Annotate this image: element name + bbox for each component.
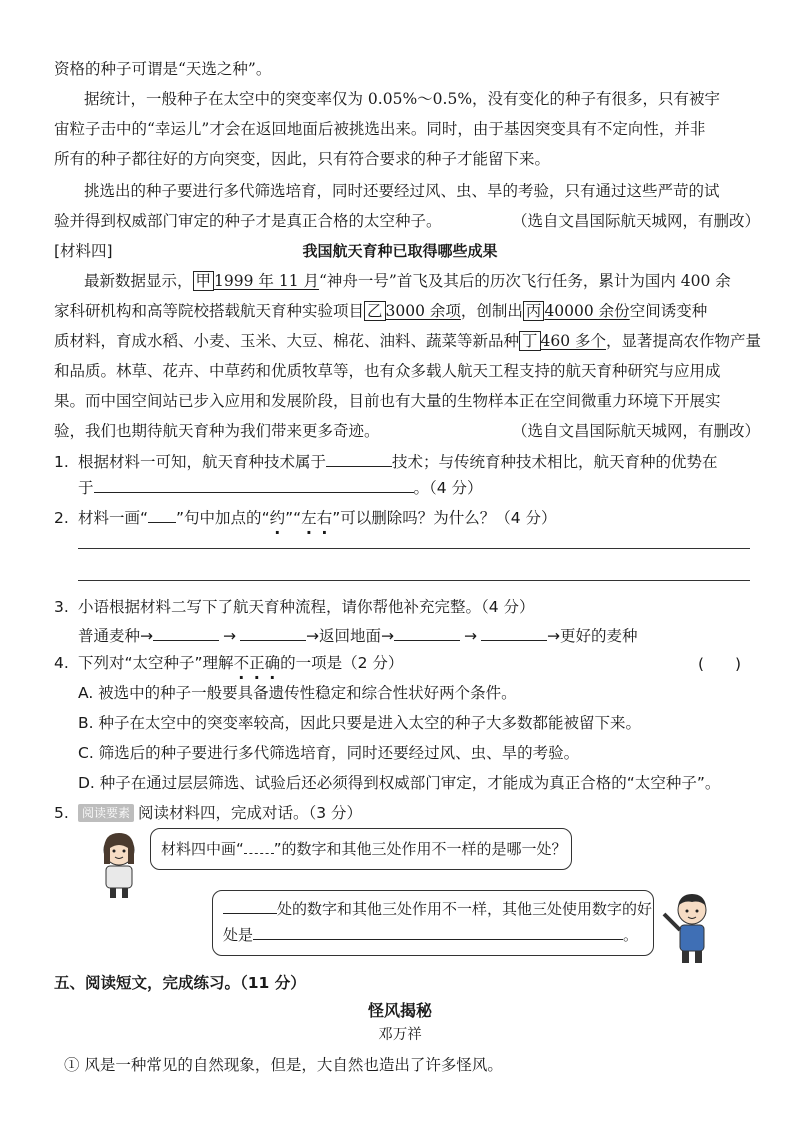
question-1-cont: 于 。（4 分）	[78, 476, 483, 499]
material4-title: 我国航天育种已取得哪些成果	[302, 242, 498, 260]
material4-label: [材料四]	[54, 242, 113, 260]
q1-blank-1[interactable]	[326, 450, 392, 467]
bubble-blank-2[interactable]	[253, 923, 623, 940]
material4-line4: 和品质。林草、花卉、中草药和优质牧草等，也有众多载人航天工程支持的航天育种研究与应用成	[54, 362, 721, 380]
q3-blank-3[interactable]	[394, 624, 460, 641]
question-2: 2. 材料一画“ ”句中加点的“约”“左右”可以删除吗？为什么？（4 分）	[54, 506, 557, 529]
dotted-char-zuo: 左	[301, 509, 317, 527]
q2-quote-blank	[148, 506, 176, 523]
q4-answer-paren[interactable]: ( )	[698, 655, 742, 673]
section5-paragraph-1: ① 风是一种常见的自然现象，但是，大自然也造出了许多怪风。	[64, 1056, 503, 1074]
question-5: 5. 阅读要素 阅读材料四，完成对话。（3 分）	[54, 804, 363, 822]
number-460: 460 多个	[540, 332, 607, 350]
mark-ding: 丁	[519, 331, 541, 351]
q2-answer-line-1[interactable]	[78, 548, 750, 549]
material4-line5: 果。而中国空间站已步入应用和发展阶段，目前也有大量的生物样本正在空间微重力环境下开展实	[54, 392, 721, 410]
material4-line3: 质材料，育成水稻、小麦、玉米、大豆、棉花、油料、蔬菜等新品种 丁 460 多个，显著提高农作物产量	[54, 332, 762, 350]
q4-option-c[interactable]: C. 筛选后的种子要进行多代筛选培育，同时还要经过风、虫、旱的考验。	[78, 744, 580, 762]
section5-title: 怪风揭秘	[367, 1001, 432, 1020]
material4-line1: 最新数据显示， 甲 1999 年 11 月“神舟一号”首飞及其后的历次飞行任务，累计为国内 400 余	[84, 272, 731, 290]
number-40000: 40000 余份	[544, 302, 630, 320]
dotted-char-bu: 不	[233, 654, 250, 672]
mark-jia: 甲	[193, 271, 215, 291]
question-4: 4. 下列对“太空种子”理解不正确的一项是（2 分）	[54, 654, 404, 672]
section5-heading: 五、阅读短文，完成练习。（11 分）	[54, 974, 306, 992]
bubble-answer: 处的数字和其他三处作用不一样，其他三处使用数字的好 处是 。	[212, 890, 654, 956]
dotted-char-zheng: 正	[249, 654, 265, 672]
girl-illustration	[92, 830, 148, 900]
material3-p2-line1: 挑选出的种子要进行多代筛选培育，同时还要经过风、虫、旱的考验，只有通过这些严苛的试	[84, 182, 720, 200]
q3-blank-1[interactable]	[153, 624, 219, 641]
q4-option-d[interactable]: D. 种子在通过层层筛选、试验后还必须得到权威部门审定，才能成为真正合格的“太空种子”。	[78, 774, 721, 792]
reading-element-badge: 阅读要素	[78, 804, 134, 822]
material4-line2: 家科研机构和高等院校搭载航天育种实验项目 乙 3000 余项，创制出 丙 40000 余份空间诱变种	[54, 302, 708, 320]
mark-yi: 乙	[364, 301, 386, 321]
dotted-char-you: 右	[316, 509, 333, 527]
bubble-question: 材料四中画“ ”的数字和其他三处作用不一样的是哪一处？	[150, 828, 572, 870]
dotted-char-que: 确	[264, 654, 281, 672]
material3-line-top: 资格的种子可谓是“天选之种”。	[54, 60, 272, 78]
q1-blank-2[interactable]	[94, 476, 414, 493]
material3-p1-line2: 宙粒子击中的“幸运儿”才会在返回地面后被挑选出来。同时，由于基因突变具有不定向性，并非	[54, 120, 706, 138]
material3-source: （选自文昌国际航天城网，有删改）	[511, 212, 760, 230]
question-1: 1. 根据材料一可知，航天育种技术属于 技术；与传统育种技术相比，航天育种的优势在	[54, 450, 718, 473]
material3-p1-line1: 据统计，一般种子在太空中的突变率仅为 0.05%～0.5%，没有变化的种子有很多，只有被宇	[84, 90, 721, 108]
number-3000: 3000 余项	[385, 302, 461, 320]
boy-illustration	[656, 890, 726, 966]
q2-answer-line-2[interactable]	[78, 580, 750, 581]
q3-blank-4[interactable]	[481, 624, 547, 641]
bubble-wavy-mark	[244, 837, 274, 854]
section5-author: 邓万祥	[378, 1027, 422, 1043]
number-1999: 1999 年 11 月	[214, 272, 319, 290]
material4-source: （选自文昌国际航天城网，有删改）	[511, 422, 760, 440]
q3-blank-2[interactable]	[240, 624, 306, 641]
q4-option-a[interactable]: A. 被选中的种子一般要具备遗传性稳定和综合性状好两个条件。	[78, 684, 517, 702]
material4-line6: 验，我们也期待航天育种为我们带来更多奇迹。	[54, 422, 380, 440]
dotted-char-yue: 约	[269, 509, 286, 527]
material3-p1-line3: 所有的种子都往好的方向突变，因此，只有符合要求的种子才能留下来。	[54, 150, 551, 168]
question-3: 3. 小语根据材料二写下了航天育种流程，请你帮他补充完整。（4 分）	[54, 598, 535, 616]
bubble-blank-1[interactable]	[223, 897, 277, 914]
q4-option-b[interactable]: B. 种子在太空中的突变率较高，因此只要是进入太空的种子大多数都能被留下来。	[78, 714, 641, 732]
material3-p2-line2: 验并得到权威部门审定的种子才是真正合格的太空种子。	[54, 212, 442, 230]
q3-flow: 普通麦种→ → →返回地面→ → →更好的麦种	[78, 624, 637, 647]
mark-bing: 丙	[523, 301, 545, 321]
